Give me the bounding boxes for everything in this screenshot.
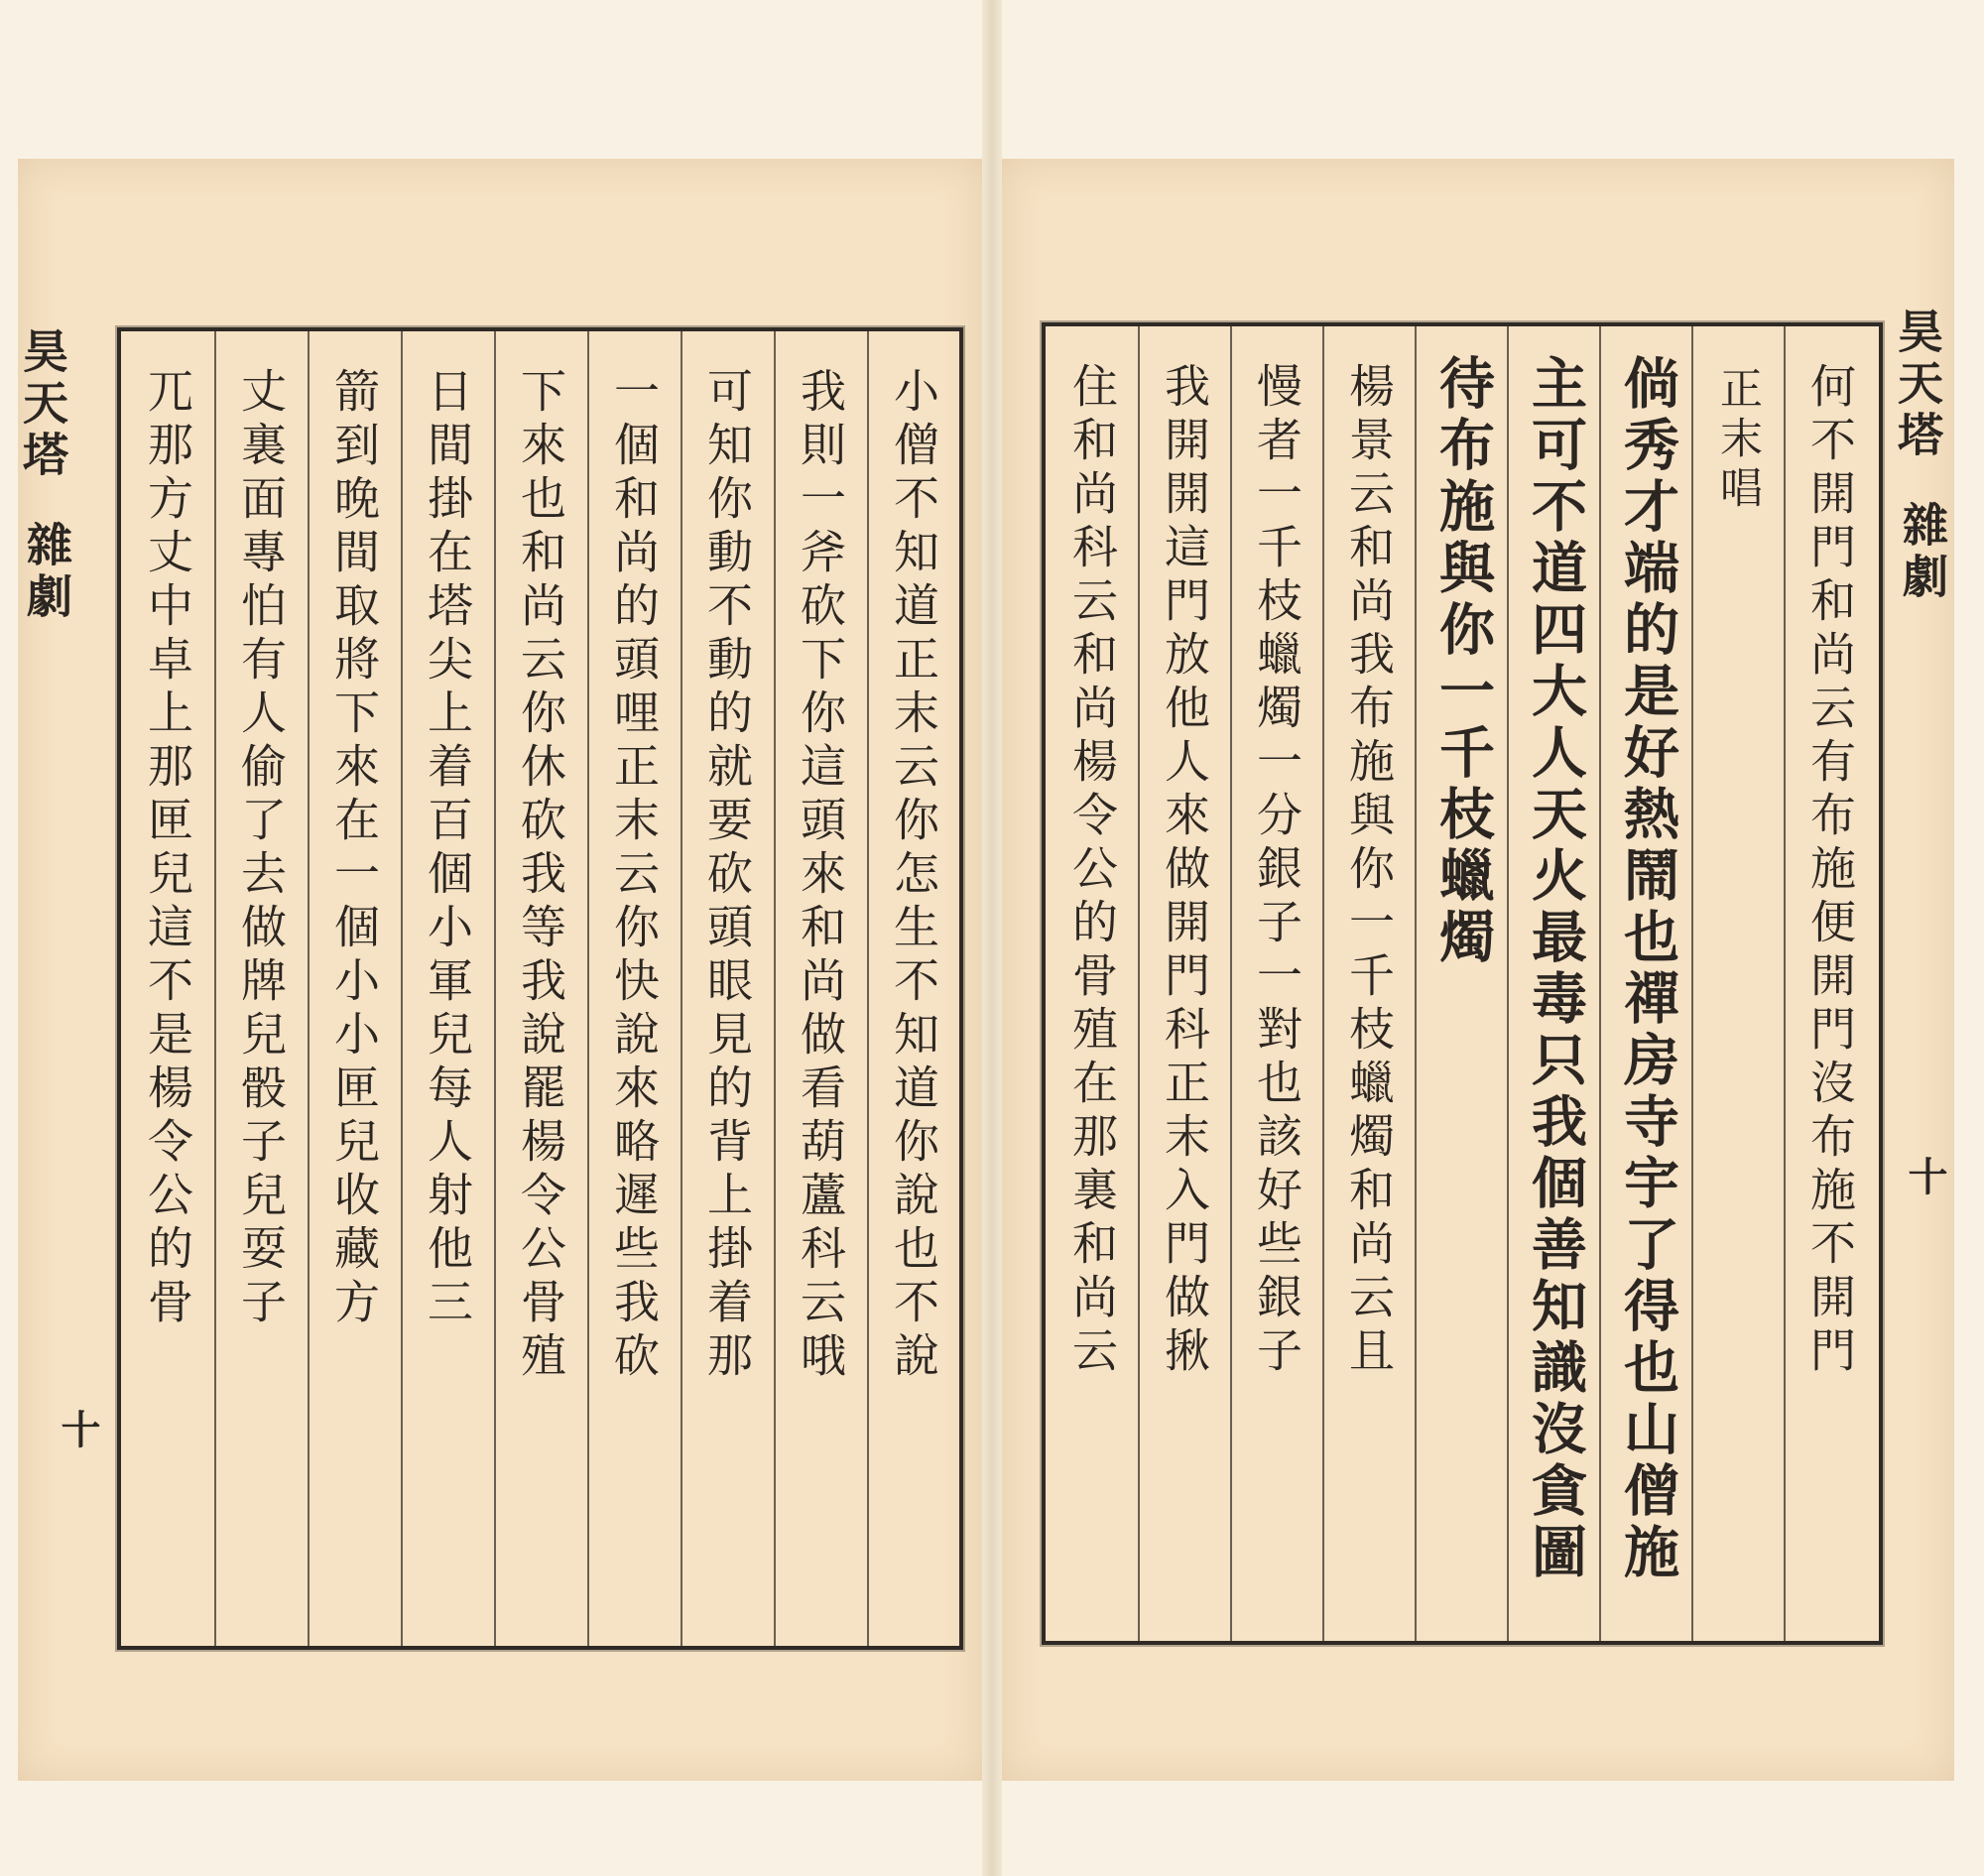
right-col-4: 主可不道四大人天火最毒只我個善知識沒貪圖 [1523, 354, 1587, 1584]
right-margin-subtitle: 雜劇 [1896, 501, 1949, 604]
left-col-9: 兀那方丈中卓上那匣兒這不是楊令公的骨 [141, 367, 194, 1331]
book-gutter [982, 0, 1002, 1876]
right-col-7: 慢者一千枝蠟燭一分銀子一對也該好些銀子 [1250, 362, 1303, 1380]
left-col-2: 我則一斧砍下你這頭來和尚做看葫蘆科云哦 [794, 367, 847, 1385]
left-page-number: 十 [55, 1409, 100, 1454]
left-margin-subtitle: 雜劇 [20, 521, 73, 624]
left-page [18, 159, 982, 1781]
right-col-3: 倘秀才端的是好熱鬧也禪房寺宇了得也山僧施 [1615, 354, 1679, 1584]
left-text-frame [117, 327, 963, 1650]
left-col-6: 日間掛在塔尖上着百個小軍兒每人射他三 [421, 367, 474, 1331]
left-col-3: 可知你動不動的就要砍頭眼見的背上掛着那 [700, 367, 754, 1385]
left-col-4: 一個和尚的頭哩正末云你快說來略遲些我砍 [607, 367, 661, 1385]
right-page-number: 十 [1902, 1156, 1947, 1201]
left-col-7: 箭到晚間取將下來在一個小小匣兒收藏方 [327, 367, 381, 1331]
right-text-frame [1042, 322, 1883, 1645]
right-col-5: 待布施與你一千枝蠟燭 [1430, 354, 1495, 969]
right-col-6: 楊景云和尚我布施與你一千枝蠟燭和尚云且 [1342, 362, 1396, 1380]
left-col-5: 下來也和尚云你休砍我等我說罷楊令公骨殖 [514, 367, 567, 1385]
right-col-8: 我開開這門放他人來做開門科正末入門做揪 [1158, 362, 1211, 1380]
right-col-9: 住和尚科云和尚楊令公的骨殖在那裏和尚云 [1065, 362, 1119, 1380]
right-col-1: 何不開門和尚云有布施便開門沒布施不開門 [1803, 362, 1857, 1380]
right-col-2: 正末唱 [1713, 366, 1763, 515]
right-page [1002, 159, 1954, 1781]
left-margin-title: 昊天塔 [16, 327, 69, 482]
right-margin-title: 昊天塔 [1891, 308, 1944, 462]
left-col-1: 小僧不知道正末云你怎生不知道你說也不說 [887, 367, 940, 1385]
left-col-8: 丈裏面專怕有人偷了去做牌兒骰子兒耍子 [234, 367, 288, 1331]
